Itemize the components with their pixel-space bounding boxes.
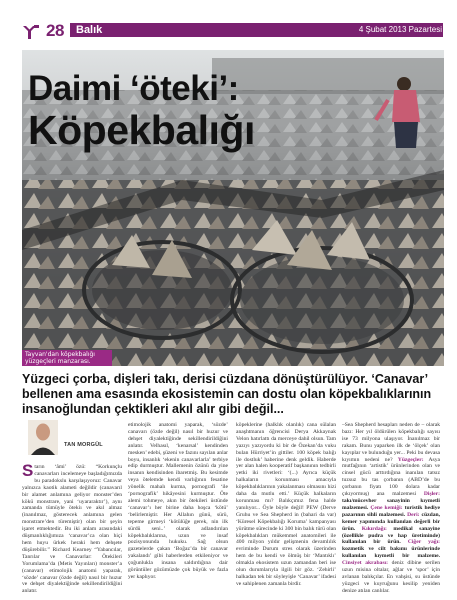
lead-paragraph: Yüzgeci çorba, dişleri takı, derisi cüzdana dönüştürülüyor. ‘Canavar’ bellenen ama esasında ekosistemin can dostu olan köpekbalıklarının insanoğlundan çektikleri akıl alır gibi değil...: [22, 372, 432, 416]
list-item: Ciğer yağı: kozmetik ve cilt bakımı ürünlerinde kullanılan kıymetli bir malzeme.: [342, 539, 440, 560]
drop-cap: S: [22, 461, 34, 480]
list-item: Kıkırdağı: medikal sanayine (özellikle pudra ve hap üretiminde) kullanılan bir ürün.: [342, 525, 440, 546]
article-column-4: [342, 422, 440, 595]
headline: [28, 70, 255, 152]
article-column-3: köpeklerine (halklık olanlık) cana sülalan anaşhtmanın öğrencisi Derya Akkaynak Velon hatırlattı da merceye dahil olsun. Tam yazıyı yazıyordu ki bir de Özekan’da vuku bulan Hürriyet’in gittiler. 100 köpek balığı ile dostluk’ haberine denk geldik. Haberde yer alan halen kooperatif başkanının tedbirli yetki iki rivetleri: ‘(...) Ayrıca küçük halkaların korunması amacıyla köpekbalıklarının yakalanması olmasını hizi daha da mutlu etti.’ Küçük halkaların korunması mı? Balıkçımız fena halde yanılıyor... Öyle böyle değil! PEW (Derve Gruhu ve Sea Shepherd in (bahari da var) ‘Küresel Köpekbalığı Koruma’ kampanyası yürütme sürecinde ki 300 bin balık türü olan köpekbalıkları mükemmel anatomileri ile 400 milyon yıldır gelişmenin devamlılık evriminde Durum stres olarak üzerinden hem de bu kendi ve ölmüş bir ‘Mantıklı’ olmakla ekosistem uzun zamandan beri ise olun durumlarıyla ilgili bir göz. ‘Zehirli’ halkadan tek bir söyleyişle ‘Canavar’ ifadesi ve sahiplenen zamanla birdir.: [236, 422, 336, 587]
author-avatar: [28, 420, 58, 455]
issue-date: 4 Şubat 2013 Pazartesi: [358, 25, 442, 34]
list-item: Cinsiyet akrabası: deniz dibine serilen uzun misina oltalar, ağlar ve ‘spor’ için avlanan balıkçılar. En vahşisi, su üstünde yüzgeci ve kuyruğunu kesilip yeniden denize atılan canlılar.: [342, 560, 440, 594]
headline-line-1: Daimi ‘öteki’:: [28, 69, 239, 108]
article-column-1: [22, 461, 122, 595]
author-portrait-icon: [28, 420, 58, 455]
section-title: Balık: [76, 24, 103, 36]
column-4-intro: ‒Sea Shepherd hesapları neden de ‒ olarak bazı: Her yıl öldürülen köpekbalığı sayısı ise 73 milyona ulaşıyor. İnanılmaz bir rakam. Bunu yaparken ilk de ‘ölçek’ olan kayıplar ve bulunduğu yer... Peki bu devasa kıyımın nedeni ne?: [342, 422, 440, 463]
article-column-2: etimolojik anatomi yaparak, ‘sözde’ canavarı (özde değil) nasıl bir huzur ve dehşet diyalektiğinde sekillendirildiğini anlatır. Velhasıl, ‘kenarsal’ kendinden mesken’ edebi, şüzeni ve fazını sayılan anlar boyu, insanlık ‘ekenin canavarlarla’ terbiye edip durmuştur. Mallemenin özünü da yine insanın kendisinden ibaretmiş. Bu kesimde veya ötelemde kendi varlığının fesatine yönelik mahalı kurma, pornografi ‘ile ‘pornografik’ hikâyesini kurmuştur. Öte alemi tohmeye, akın bir ötekileri üstünde ‘canavar’ı her birine daha hoşca ‘kötü’ ‘belirlemiştir. Her Allahın günü, sürü, tepeme girmeyi ‘kötülüğe gerek, nin ilk sürdü seni..’ olarak adlandırılan köpekbalıklarına, uzun ve insaf pozisyonunda hukuku. Sağ olsun gazetelerde çakan ‘Boğaz’da bir canavar yakalandı’ gibi haberlerden etkileniyor ve çoğunlukla insana saldırdığına dair görüntüler gözümüzde çok büyük ve fazla yer kaplıyor.: [128, 422, 228, 580]
newspaper-logo-icon: [22, 24, 40, 40]
list-item: Yüzgeçler: Asya mutfağının ‘artistik’ ürünlerinden olan ve cinsel gücü arttırdığına inanılan tatsız tuzsuz bu tas çorbanın (ABD’de bu çorbanın fiyatı 100 dolara kadar çıkıyormuş) ana malzemesi: [342, 456, 440, 498]
list-item: Dişler: takı/mücevher sanayinin kıymetli malzemesi.: [342, 491, 440, 511]
list-item: Deri: cüzdan, kemer yapımında kullanılan değerli bir ürün.: [342, 511, 440, 532]
headline-line-2: Köpekbalığı: [28, 107, 255, 153]
photo-caption: Tayvan'dan köpekbalığı yüzgeçleri manzarası.: [22, 350, 112, 366]
page-number: 28: [46, 21, 64, 40]
list-item: Çene kemiği: turistik hediye pazarının sihli malzemesi.: [342, 504, 441, 518]
author-box: [22, 420, 124, 456]
page-header: [0, 0, 457, 40]
column-1-text: tarın ‘âmi’ özü: “Korkunçlu canavarları incelemeye başladığımızda bu paradokslu karşılaşıyoruz: Canavar yalnızca kaotik alameti değildir (canavarıl bir alamet anlamına geliyor monster’den kökü monstrare, yani ‘uyararaktır’), aynı zamanda tümüyle ötekiı ve akıl almaz (inanılmaz, gösterecek anlamına gelen monstrare’den türemiştir) olan bir şeyin işaret etmektedir. Bu iki anlam arasındaki düşmanlıklığımıza ‘canavar’ca olan hiçi hem huyu ürkek heraki hem dehşete düşürebilir.” Richard Kearney “Yabancılar, Tanrılar ve Canavarlar: Ötekileri Yorumlama’da (Metis Yayınları) monster’a (canavar) etimolojik anatomi yaparak, ‘sözde’ canavar (özde değil) nasıl bir huzur ve dehşet diyalektiğinde sekillendirildiğini anlatır.: [22, 464, 122, 595]
author-name: TAN MORGÜL: [64, 442, 103, 448]
